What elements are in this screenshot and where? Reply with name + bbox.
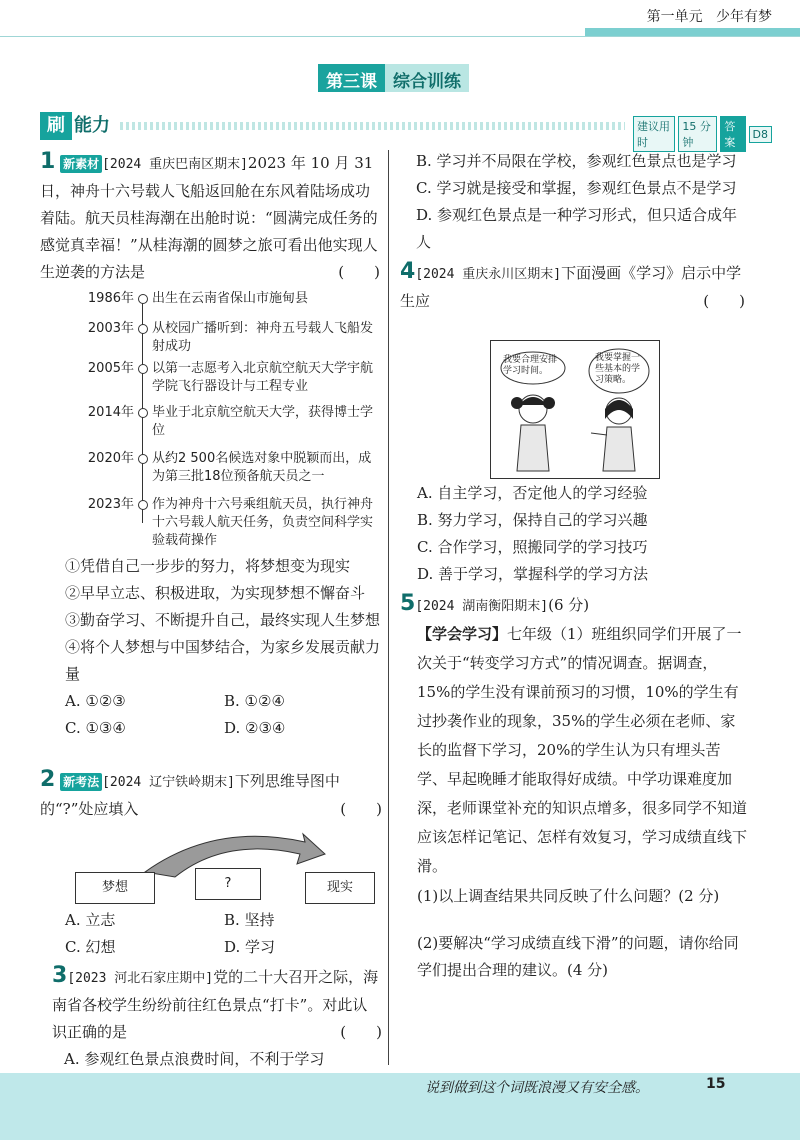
- question-points: (6 分): [548, 596, 590, 614]
- option-b[interactable]: B. 坚持: [224, 911, 275, 929]
- statement: ①凭借自己一步步的努力，将梦想变为现实: [65, 557, 351, 575]
- mind-map-box-blank: ?: [195, 868, 261, 900]
- answer-page: D8: [749, 126, 772, 143]
- question-number: 3: [52, 963, 68, 988]
- unit-title: 少年有梦: [716, 9, 772, 25]
- q5-sub2-block: [417, 930, 747, 984]
- question-stem: 下面漫画《学习》启示中学生应: [400, 264, 742, 310]
- lesson-number: 第三课: [318, 64, 385, 92]
- time-label: 建议用时: [633, 116, 675, 152]
- question-4: [400, 258, 745, 315]
- option-c[interactable]: C. 学习就是接受和掌握，参观红色景点不是学习: [416, 179, 737, 197]
- question-number: 2: [40, 767, 56, 792]
- section-logo: 刷: [40, 112, 72, 140]
- timeline-text: 毕业于北京航空航天大学，获得博士学位: [152, 405, 374, 438]
- material-text: 七年级（1）班组织同学们开展了一次关于“转变学习方式”的情况调查。据调查，15%的学生没有课前预习的习惯，10%的学生有过抄袭作业的现象，35%的学生必须在老师、家长的监督下学习，20%的学生认为只有埋头苦学、早起晚睡才能取得好成绩。中学功课难度加深，老师课堂补充的知识点增多，很多同学不知道应该怎样记笔记、怎样有效复习，学习成绩直线下滑。: [417, 625, 748, 875]
- timeline-dot: [138, 408, 148, 418]
- timeline-dot: [138, 364, 148, 374]
- timeline-dot: [138, 324, 148, 334]
- option-d[interactable]: D. 参观红色景点是一种学习形式，但只适合成年人: [416, 206, 738, 251]
- question-number: 4: [400, 259, 416, 284]
- timeline-text: 作为神舟十六号乘组航天员，执行神舟十六号载人航天任务，负责空间科学实验载荷操作: [152, 497, 374, 548]
- lesson-name: 综合训练: [385, 64, 469, 92]
- mind-map-box-dream: 梦想: [75, 872, 155, 904]
- question-stem: 下列思维导图中的“?”处应填入: [40, 772, 340, 818]
- timeline-text: 从校园广播听到：神舟五号载人飞船发射成功: [152, 321, 374, 354]
- question-3: [52, 962, 382, 1073]
- question-badge: 新素材: [60, 155, 102, 173]
- question-source: [2024 湖南衡阳期末]: [415, 599, 549, 614]
- question-badge: 新考法: [60, 773, 102, 791]
- timeline-year: 2023年: [87, 497, 134, 512]
- question-number: 5: [400, 591, 416, 616]
- sub-question-1: (1)以上调查结果共同反映了什么问题？(2 分): [417, 887, 720, 905]
- question-source: [2023 河北石家庄期中]: [67, 971, 214, 986]
- option-b[interactable]: B. 努力学习，保持自己的学习兴趣: [417, 511, 648, 529]
- timeline-dot: [138, 294, 148, 304]
- time-value: 15 分钟: [678, 116, 717, 152]
- option-d[interactable]: D. 学习: [224, 938, 276, 956]
- question-number: 1: [40, 149, 56, 174]
- timeline-year: 2014年: [87, 405, 134, 420]
- options-row: [65, 715, 383, 742]
- header-band: [585, 28, 800, 36]
- answer-paren: ( ): [340, 1023, 382, 1041]
- option-d[interactable]: D. 善于学习，掌握科学的学习方法: [417, 565, 649, 583]
- q4-options: [417, 480, 747, 588]
- timeline-text: 从约2 500名候选对象中脱颖而出，成为第三批18位预备航天员之一: [152, 451, 372, 484]
- option-a[interactable]: A. 自主学习，否定他人的学习经验: [417, 484, 648, 502]
- question-source: [2024 辽宁铁岭期末]: [102, 775, 235, 790]
- lesson-title: [318, 64, 469, 92]
- question-source: [2024 重庆永川区期末]: [415, 267, 562, 282]
- footer-quote: 说到做到这个词既浪漫又有安全感。: [425, 1080, 649, 1096]
- timeline-year: 2005年: [87, 361, 134, 376]
- page-number: 15: [706, 1076, 726, 1092]
- option-b[interactable]: B. ①②④: [224, 692, 285, 710]
- material-lead: 【学会学习】: [417, 625, 508, 643]
- unit-label: 第一单元: [646, 9, 703, 25]
- option-c[interactable]: C. ①③④: [65, 719, 126, 737]
- right-column: [400, 148, 745, 315]
- question-stem: 2023 年 10 月 31 日，神舟十六号载人飞船返回舱在东风着陆场成功着陆。航天员桂海潮在出舱时说：“圆满完成任务的感觉真幸福！”从桂海潮的圆梦之旅可看出他实现人生逆袭的方法是: [40, 154, 378, 281]
- statement: ④将个人梦想与中国梦结合，为家乡发展贡献力量: [65, 638, 381, 683]
- question-5: [400, 590, 748, 910]
- answer-paren: ( ): [340, 800, 382, 818]
- column-divider: [388, 150, 389, 1065]
- option-d[interactable]: D. ②③④: [224, 719, 286, 737]
- option-b[interactable]: B. 学习并不局限在学校，参观红色景点也是学习: [416, 152, 737, 170]
- sub-question-2: (2)要解决“学习成绩直线下滑”的问题，请你给同学们提出合理的建议。(4 分): [417, 934, 739, 979]
- speech-bubble-right: 我要掌握一些基本的学习策略。: [595, 353, 641, 385]
- answer-paren: ( ): [703, 292, 745, 310]
- unit-header: [647, 6, 772, 26]
- comic-image: [490, 340, 660, 479]
- section-meta: [633, 116, 772, 152]
- question-source: [2024 重庆巴南区期末]: [102, 157, 248, 172]
- timeline-dot: [138, 500, 148, 510]
- question-1: [40, 148, 380, 284]
- footer-band: [0, 1073, 800, 1140]
- timeline-dot: [138, 454, 148, 464]
- timeline-text: 出生在云南省保山市施甸县: [152, 291, 309, 306]
- option-a[interactable]: A. 立志: [65, 911, 116, 929]
- option-c[interactable]: C. 幻想: [65, 938, 116, 956]
- section-stripe: [120, 122, 625, 130]
- timeline: [70, 290, 380, 550]
- statement: ③勤奋学习、不断提升自己，最终实现人生梦想: [65, 611, 381, 629]
- answer-label: 答案: [720, 116, 745, 152]
- q5-header: [400, 590, 748, 620]
- q1-statements: [65, 553, 383, 742]
- q2-options: [65, 907, 383, 961]
- mind-map-box-reality: 现实: [305, 872, 375, 904]
- timeline-year: 1986年: [87, 291, 134, 306]
- header-divider: [0, 36, 800, 37]
- options-row: [65, 934, 383, 961]
- timeline-year: 2003年: [87, 321, 134, 336]
- mind-map: [75, 832, 375, 912]
- options-row: [65, 688, 383, 715]
- option-a[interactable]: A. 参观红色景点浪费时间，不利于学习: [64, 1050, 325, 1068]
- answer-paren: ( ): [338, 263, 380, 281]
- left-column: [40, 148, 380, 286]
- q5-material-block: [400, 620, 748, 881]
- statement: ②早早立志、积极进取，为实现梦想不懈奋斗: [65, 584, 366, 602]
- section-label: 能力: [74, 115, 110, 136]
- speech-bubble-left: 我要合理安排学习时间。: [503, 355, 558, 376]
- timeline-text: 以第一志愿考入北京航空航天大学宇航学院飞行器设计与工程专业: [152, 361, 374, 394]
- options-row: [65, 907, 383, 934]
- question-2: [40, 766, 382, 823]
- timeline-year: 2020年: [87, 451, 134, 466]
- option-a[interactable]: A. ①②③: [65, 692, 126, 710]
- option-c[interactable]: C. 合作学习，照搬同学的学习技巧: [417, 538, 648, 556]
- section-bar: [40, 112, 772, 149]
- question-stem: 党的二十大召开之际，海南省各校学生纷纷前往红色景点“打卡”。对此认识正确的是: [52, 968, 379, 1041]
